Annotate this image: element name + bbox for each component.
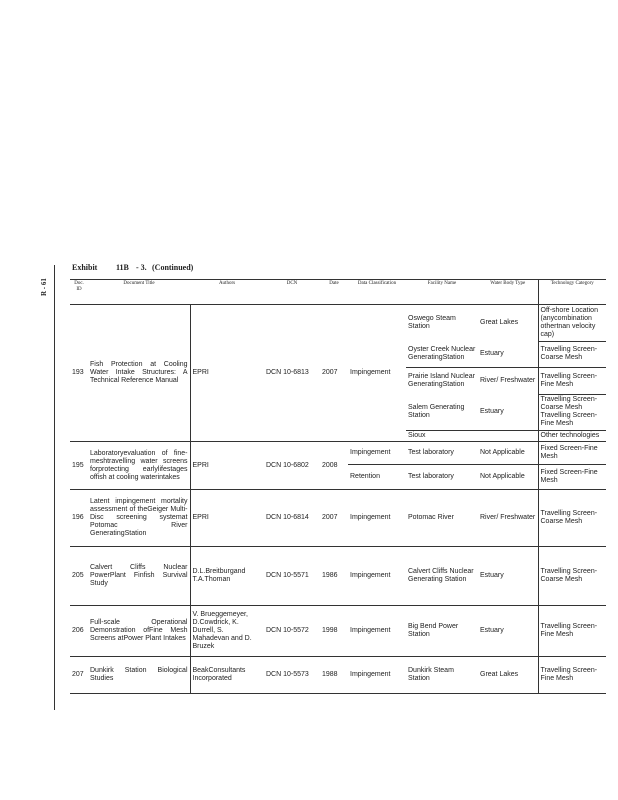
facility: Test laboratory [406, 465, 478, 490]
water-body: Estuary [478, 547, 538, 606]
doc-class: Impingement [348, 657, 406, 694]
technology: Travelling Screen-Fine Mesh [538, 606, 606, 657]
header-date: Date [320, 280, 348, 305]
technology: Fixed Screen-Fine Mesh [538, 442, 606, 465]
doc-title: Fish Protection at Cooling Water Intake Structures: A Technical Reference Manual [88, 305, 190, 442]
water-body: Estuary [478, 341, 538, 368]
exhibit-word: Exhibit [72, 263, 98, 272]
facility: Big Bend Power Station [406, 606, 478, 657]
doc-id: 196 [70, 490, 88, 547]
facility: Potomac River [406, 490, 478, 547]
water-body: Not Applicable [478, 442, 538, 465]
doc-authors: BeakConsultants Incorporated [190, 657, 264, 694]
doc-title: Dunkirk Station Biological Studies [88, 657, 190, 694]
technology: Travelling Screen-Coarse Mesh [538, 547, 606, 606]
header-doc-id: Doc. ID [70, 280, 88, 305]
doc-date: 2007 [320, 305, 348, 442]
technology: Fixed Screen-Fine Mesh [538, 465, 606, 490]
facility: Oyster Creek Nuclear GeneratingStation [406, 341, 478, 368]
doc-id: 206 [70, 606, 88, 657]
water-body: River/ Freshwater [478, 490, 538, 547]
table-row [70, 606, 606, 657]
doc-dcn: DCN 10-5571 [264, 547, 320, 606]
header-authors: Authors [190, 280, 264, 305]
doc-date: 2007 [320, 490, 348, 547]
doc-date: 2008 [320, 442, 348, 490]
margin-rule [54, 265, 55, 710]
water-body: Estuary [480, 408, 504, 415]
water-body: River/ Freshwater [480, 377, 536, 384]
doc-authors: EPRI [190, 490, 264, 547]
water-body: Great Lakes [480, 319, 519, 326]
table-row [70, 305, 606, 342]
doc-authors: EPRI [190, 305, 264, 442]
doc-title: Full-scale Operational Demonstration ofFine Mesh Screens atPower Plant Intakes [88, 606, 190, 657]
technology: Travelling Screen-Coarse Mesh Travelling Screen-Fine Mesh [538, 394, 606, 431]
doc-dcn: DCN 10-5573 [264, 657, 320, 694]
facility: Salem Generating Station [408, 404, 465, 419]
doc-date: 1998 [320, 606, 348, 657]
technology: Travelling Screen-Coarse Mesh [538, 341, 606, 368]
water-body: Estuary [478, 606, 538, 657]
doc-class: Impingement [348, 305, 406, 442]
facility: Calvert Cliffs Nuclear Generating Station [406, 547, 478, 606]
technology: Off-shore Location (anycombination othertnan velocity cap) [538, 305, 606, 342]
doc-class: Retention [348, 465, 406, 490]
header-water-body: Water Body Type [478, 280, 538, 305]
doc-authors: V. Brueggemeyer, D.Cowdrick, K. Durrell, S. Mahadevan and D. Bruzek [190, 606, 264, 657]
doc-id: 205 [70, 547, 88, 606]
table-header-row [70, 280, 606, 305]
doc-dcn: DCN 10-6814 [264, 490, 320, 547]
doc-dcn: DCN 10-6802 [264, 442, 320, 490]
table-row [70, 657, 606, 694]
doc-title: Calvert Cliffs Nuclear PowerPlant Finfish Survival Study [88, 547, 190, 606]
doc-dcn: DCN 10-5572 [264, 606, 320, 657]
facility: Oswego Steam Station [408, 315, 456, 330]
exhibit-heading [72, 263, 193, 272]
doc-date: 1986 [320, 547, 348, 606]
doc-dcn: DCN 10-6813 [264, 305, 320, 442]
doc-class: Impingement [348, 442, 406, 465]
facility: Sioux [406, 431, 478, 442]
table-row [70, 547, 606, 606]
header-facility: Facility Name [406, 280, 478, 305]
water-body [478, 431, 538, 442]
page-number-label: R - 61 [40, 278, 48, 296]
exhibit-table [70, 279, 606, 694]
water-body: Great Lakes [478, 657, 538, 694]
facility: Dunkirk Steam Station [406, 657, 478, 694]
exhibit-note: (Continued) [152, 263, 194, 272]
table-row [70, 490, 606, 547]
doc-authors: D.L.Breitburgand T.A.Thoman [190, 547, 264, 606]
doc-id: 207 [70, 657, 88, 694]
doc-title: Laboratoryevaluation of fine-meshtravelling water screens forprotecting earlylifestages offish at cooling waterintakes [88, 442, 190, 490]
doc-class: Impingement [348, 490, 406, 547]
facility: Prairie Island Nuclear GeneratingStation [408, 373, 475, 388]
doc-title: Latent impingement mortality assessment of theGeiger Multi-Disc screening systemat Potomac River GeneratingStation [88, 490, 190, 547]
technology: Travelling Screen-Fine Mesh [538, 368, 606, 395]
header-tech: Technology Category [538, 280, 606, 305]
exhibit-number: 11B [116, 263, 129, 272]
doc-authors: EPRI [190, 442, 264, 490]
header-data-class: Data Classification [348, 280, 406, 305]
doc-class: Impingement [348, 547, 406, 606]
doc-date: 1988 [320, 657, 348, 694]
doc-id: 195 [70, 442, 88, 490]
doc-class: Impingement [348, 606, 406, 657]
header-document: Document Title [88, 280, 190, 305]
technology: Other technologies [538, 431, 606, 442]
technology: Travelling Screen-Fine Mesh [538, 657, 606, 694]
table-row [70, 442, 606, 465]
facility: Test laboratory [406, 442, 478, 465]
water-body: Not Applicable [478, 465, 538, 490]
doc-id: 193 [70, 305, 88, 442]
technology: Travelling Screen-Coarse Mesh [538, 490, 606, 547]
exhibit-suffix: - 3. [136, 263, 147, 272]
header-dcn: DCN [264, 280, 320, 305]
